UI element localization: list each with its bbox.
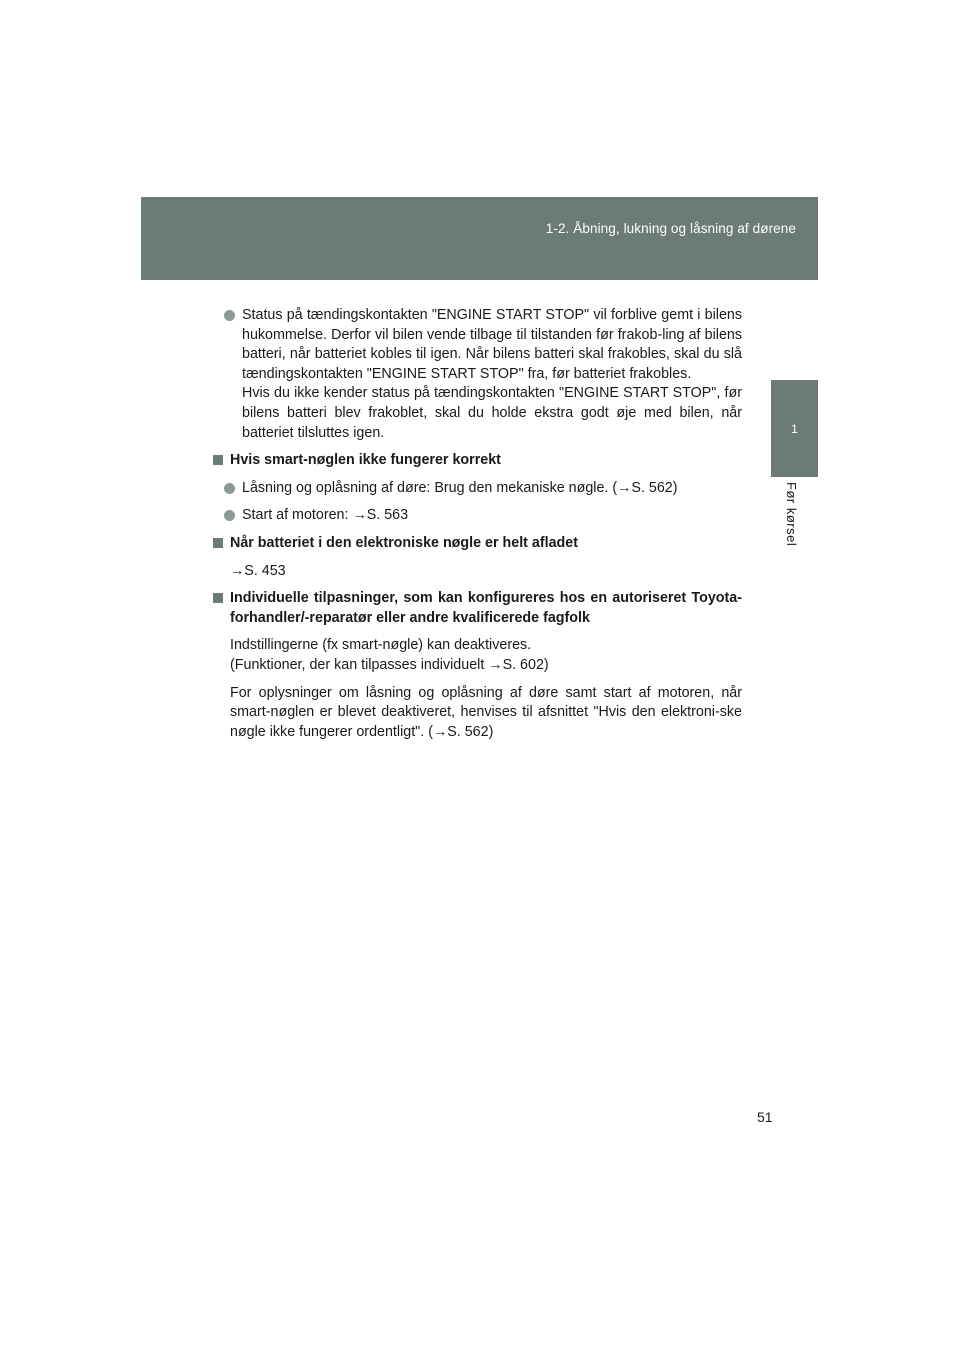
content-area: [212, 306, 742, 750]
square-bullet-icon: [213, 538, 223, 548]
bullet-item: [212, 479, 742, 499]
paragraph: Låsning og oplåsning af døre: Brug den mekaniske nøgle. (→S. 562): [242, 479, 678, 496]
paragraph-line: (Funktioner, der kan tilpasses individuelt →S. 602): [230, 656, 549, 673]
heading-text: Individuelle tilpasninger, som kan konfigureres hos en autoriseret Toyota-forhandler/-reparatør eller andre kvalificerede fagfolk: [230, 590, 742, 626]
chapter-label: Før kørsel: [784, 482, 799, 547]
chapter-tab: [771, 380, 818, 477]
bullet-item-ignition-status: [212, 306, 742, 443]
chapter-number: 1: [791, 422, 798, 436]
paragraph: Hvis du ikke kender status på tændingskontakten "ENGINE START STOP", før bilens batteri blev frakoblet, skal du holde ekstra godt øje med bilen, når batteriet tilsluttes igen.: [242, 385, 742, 441]
square-bullet-icon: [213, 455, 223, 465]
bullet-icon: [224, 483, 235, 494]
paragraph-block: [212, 636, 742, 675]
heading-text: Når batteriet i den elektroniske nøgle er helt afladet: [230, 534, 578, 551]
bullet-icon: [224, 310, 235, 321]
paragraph: For oplysninger om låsning og oplåsning af døre samt start af motoren, når smart-nøglen er blevet deaktiveret, henvises til afsnittet "Hvis den elektroni-ske nøgle ikke fungerer ordentligt". (→S. 562): [230, 684, 742, 740]
paragraph: Status på tændingskontakten "ENGINE START STOP" vil forblive gemt i bilens hukommelse. Derfor vil bilen vende tilbage til tilstanden før frakob-ling af bilens batteri, når batteriet kobles til igen. Når bilens batteri skal frakobles, skal du slå tændingskontakten "ENGINE START STOP" fra, før batteriet frakobles.: [242, 307, 742, 382]
section-title: 1-2. Åbning, lukning og låsning af dørene: [545, 221, 796, 236]
header-band: [141, 197, 818, 280]
square-bullet-icon: [213, 593, 223, 603]
reference-text: →S. 453: [230, 562, 286, 579]
heading-text: Hvis smart-nøglen ikke fungerer korrekt: [230, 452, 501, 469]
section-heading: [212, 451, 742, 471]
page-number: 51: [757, 1109, 773, 1125]
bullet-item: [212, 506, 742, 526]
section-heading: [212, 534, 742, 554]
paragraph-line: Indstillingerne (fx smart-nøgle) kan deaktiveres.: [230, 637, 532, 654]
section-heading: [212, 589, 742, 628]
paragraph-block: [212, 684, 742, 743]
paragraph: Start af motoren: →S. 563: [242, 507, 409, 524]
bullet-icon: [224, 510, 235, 521]
page-reference: [212, 562, 742, 582]
